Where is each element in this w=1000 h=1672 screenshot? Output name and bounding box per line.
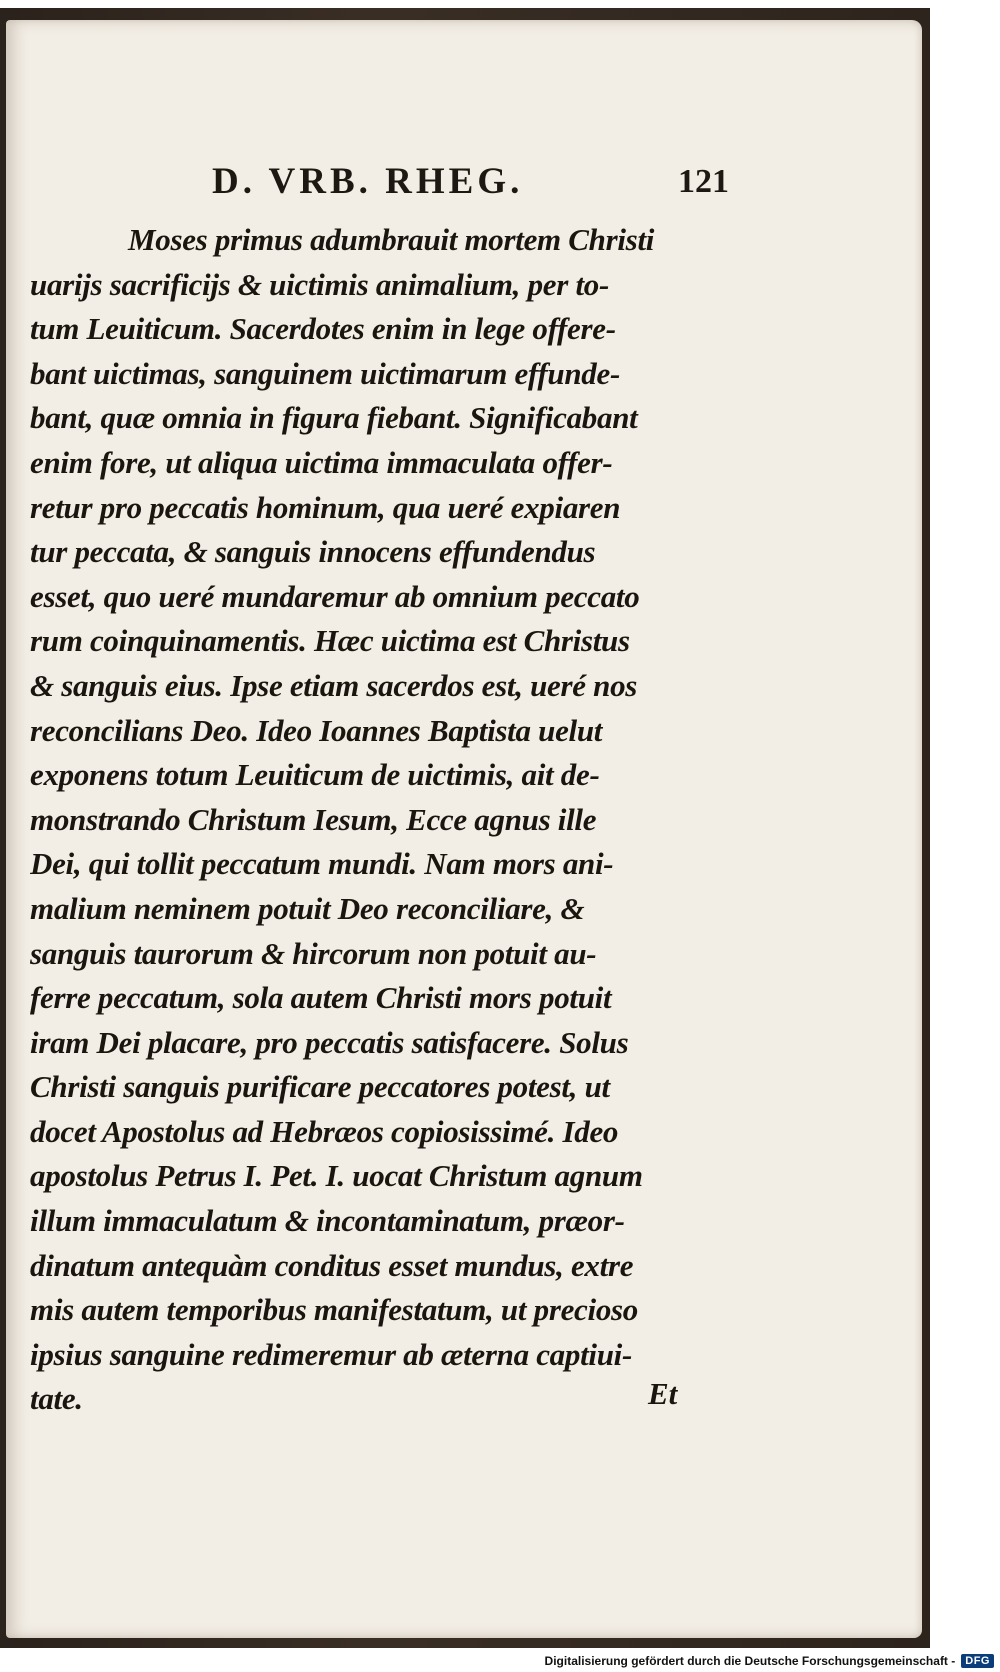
- text-line: ipsius sanguine redimeremur ab æterna captiui-: [30, 1336, 632, 1372]
- page-number: 121: [678, 163, 729, 200]
- text-line: enim fore, ut aliqua uictima immaculata offer-: [30, 444, 613, 480]
- text-line: Dei, qui tollit peccatum mundi. Nam mors ani-: [30, 846, 614, 882]
- text-line: Moses primus adumbrauit mortem Christi: [128, 222, 655, 257]
- running-head: D. VRB. RHEG.: [212, 161, 524, 202]
- book-page: [6, 20, 922, 1638]
- text-line: docet Apostolus ad Hebræos copiosissimé. Ideo: [30, 1113, 619, 1149]
- text-line: Christi sanguis purificare peccatores potest, ut: [30, 1069, 610, 1105]
- text-line: exponens totum Leuiticum de uictimis, ait de-: [30, 757, 600, 793]
- text-line: mis autem temporibus manifestatum, ut precioso: [30, 1292, 638, 1328]
- body-text: [30, 218, 720, 1422]
- text-line: dinatum antequàm conditus esset mundus, extre: [30, 1247, 634, 1283]
- text-line: tum Leuiticum. Sacerdotes enim in lege offere-: [30, 311, 616, 347]
- dfg-logo: DFG: [961, 1654, 994, 1668]
- text-line: tate.: [30, 1381, 83, 1417]
- funding-credit: Digitalisierung gefördert durch die Deutsche Forschungsgemeinschaft -: [544, 1654, 956, 1668]
- text-line: reconcilians Deo. Ideo Ioannes Baptista uelut: [30, 712, 603, 748]
- text-line: malium neminem potuit Deo reconciliare, &: [30, 890, 585, 926]
- catchword: Et: [648, 1376, 678, 1411]
- text-line: rum coinquinamentis. Hæc uictima est Christus: [30, 623, 630, 659]
- text-line: tur peccata, & sanguis innocens effundendus: [30, 534, 596, 570]
- footer-credit-bar: [545, 1652, 994, 1670]
- text-line: esset, quo ueré mundaremur ab omnium peccato: [30, 578, 640, 614]
- text-line: bant, quæ omnia in figura fiebant. Significabant: [30, 400, 638, 436]
- text-line: ferre peccatum, sola autem Christi mors potuit: [30, 980, 612, 1016]
- text-line: apostolus Petrus I. Pet. I. uocat Christum agnum: [30, 1158, 643, 1194]
- text-line: monstrando Christum Iesum, Ecce agnus ille: [30, 801, 597, 837]
- text-line: bant uictimas, sanguinem uictimarum effunde-: [30, 355, 620, 391]
- text-line: illum immaculatum & incontaminatum, præor-: [30, 1203, 625, 1239]
- text-line: iram Dei placare, pro peccatis satisfacere. Solus: [30, 1024, 629, 1060]
- text-line: retur pro peccatis hominum, qua ueré expiaren: [30, 489, 621, 525]
- text-line: sanguis taurorum & hircorum non potuit au-: [30, 935, 597, 971]
- text-line: uarijs sacrificijs & uictimis animalium, per to-: [30, 266, 609, 302]
- text-line: & sanguis eius. Ipse etiam sacerdos est, ueré nos: [30, 667, 638, 703]
